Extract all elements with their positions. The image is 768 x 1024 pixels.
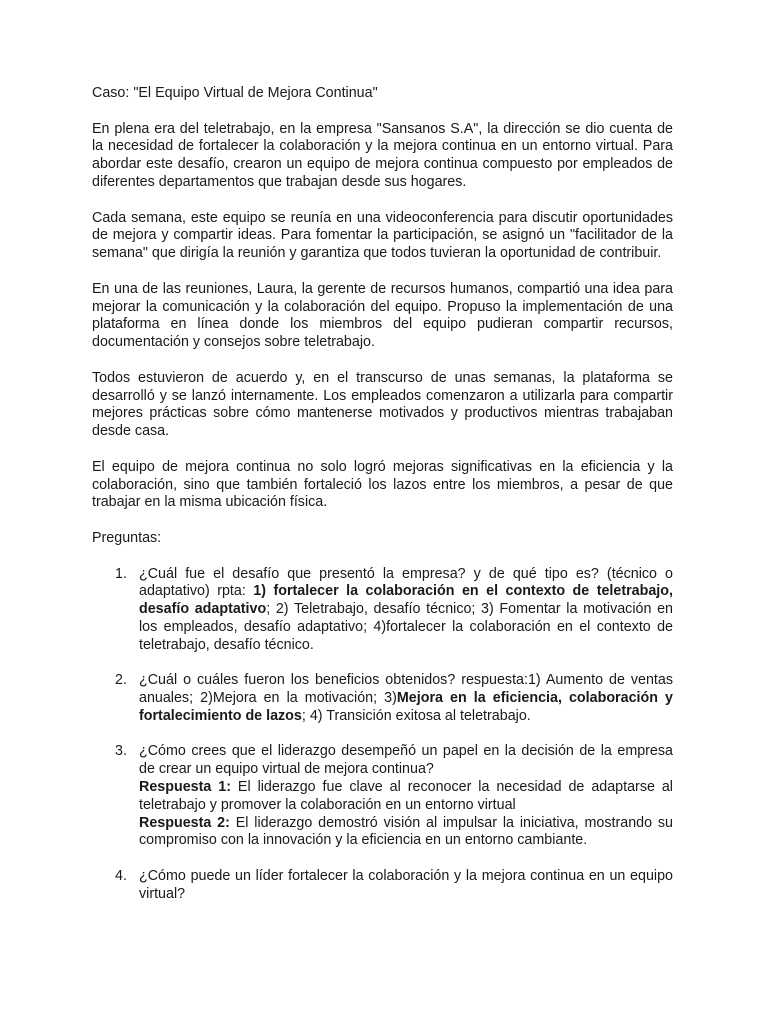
question-text: ¿Cuál fue el desafío que presentó la empresa? y de qué tipo es? (técnico o adaptativo) rpta:: [139, 565, 673, 600]
paragraph-weekly-meetings: Cada semana, este equipo se reunía en una videoconferencia para discutir oportunidades de mejora y compartir ideas. Para fomentar la participación, se asignó un "facilitador de la semana" que dirigía la reunión y garantiza que todos tuvieran la oportunidad de contribuir.: [92, 209, 673, 262]
question-text: ¿Cuál o cuáles fueron los beneficios obtenidos? respuesta:1) Aumento de ventas anuales; 2)Mejora en la motivación; 3): [139, 672, 673, 707]
question-text: ¿Cómo puede un líder fortalecer la colaboración y la mejora continua en un equipo virtual?: [139, 868, 673, 902]
question-item-4: [92, 868, 673, 904]
question-item-3: [92, 743, 673, 850]
answer-2: [139, 815, 673, 851]
question-highlighted-answer: Mejora en la eficiencia, colaboración y fortalecimiento de lazos: [139, 690, 673, 724]
question-text-continued: ; 2) Teletrabajo, desafío técnico; 3) Fomentar la motivación en los empleados, desafío adaptativo; 4)fortalecer la colaboración en el contexto de teletrabajo, desafío técnico.: [139, 601, 673, 653]
answer-1: [139, 779, 673, 815]
question-number: 1.: [115, 565, 127, 582]
document-page: [92, 85, 673, 921]
questions-heading: Preguntas:: [92, 529, 162, 546]
question-number: 3.: [115, 743, 127, 760]
paragraph-intro: En plena era del teletrabajo, en la empresa "Sansanos S.A", la dirección se dio cuenta de la necesidad de fortalecer la colaboración y la mejora continua en un entorno virtual. Para abordar este desafío, crearon un equipo de mejora continua compuesto por empleados de diferentes departamentos que trabajan desde sus hogares.: [92, 120, 673, 190]
questions-list: [92, 566, 673, 904]
question-number: 4.: [115, 868, 127, 885]
answer-1-text: El liderazgo fue clave al reconocer la necesidad de adaptarse al teletrabajo y promover la colaboración en un entorno virtual: [139, 779, 673, 813]
case-title: Caso: "El Equipo Virtual de Mejora Continua": [92, 85, 378, 101]
question-text-continued: ; 4) Transición exitosa al teletrabajo.: [301, 707, 531, 724]
paragraph-platform-launch: Todos estuvieron de acuerdo y, en el transcurso de unas semanas, la plataforma se desarrolló y se lanzó internamente. Los empleados comenzaron a utilizarla para compartir mejores prácticas sobre cómo mantenerse motivados y productivos mientras trabajaban desde casa.: [92, 369, 673, 440]
answer-2-text: El liderazgo demostró visión al impulsar la iniciativa, mostrando su compromiso con la innovación y la eficiencia en un entorno cambiante.: [139, 814, 673, 849]
question-number: 2.: [115, 672, 127, 689]
question-text: ¿Cómo crees que el liderazgo desempeñó un papel en la decisión de la empresa de crear un equipo virtual de mejora continua?: [139, 743, 673, 778]
question-item-2: [92, 672, 673, 725]
answer-1-label: Respuesta 1:: [139, 779, 231, 796]
paragraph-laura-proposal: En una de las reuniones, Laura, la gerente de recursos humanos, compartió una idea para mejorar la comunicación y la colaboración del equipo. Propuso la implementación de una plataforma en línea donde los miembros del equipo pudieran compartir recursos, documentación y consejos sobre teletrabajo.: [92, 280, 673, 351]
paragraph-results: El equipo de mejora continua no solo logró mejoras significativas en la eficiencia y la colaboración, sino que también fortaleció los lazos entre los miembros, a pesar de que trabajar en la misma ubicación física.: [92, 458, 673, 511]
question-item-1: [92, 566, 673, 655]
answer-2-label: Respuesta 2:: [139, 814, 230, 831]
question-highlighted-answer: 1) fortalecer la colaboración en el contexto de teletrabajo, desafío adaptativo: [139, 583, 673, 618]
